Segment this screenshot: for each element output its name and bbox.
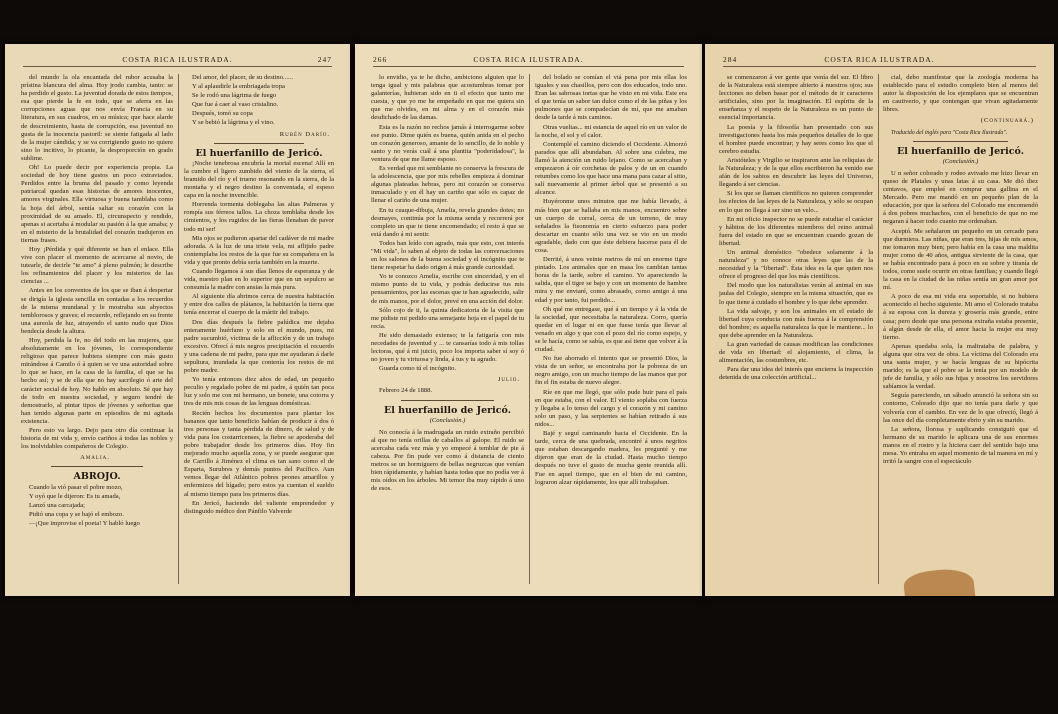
verse-line: Y se bebió la lágrima y el vino. xyxy=(192,119,275,127)
paragraph: La vida salvaje, y son los animales en el estado de libertad cuya conducta con más fuerza á la comprensión del hombre; es aquella naturaleza la que le mantiene... lo que debe aprender en la Naturaleza. xyxy=(719,307,873,339)
paragraph: Es verdad que mi semblante no conserva la frescura de la adolescencia, que por mis rebelles empieza á dominar algunas plateadas hebras, pero mi corazón se conserva inmaculado y en él hay un cariño que sólo es capaz de llenar el cariño de una mujer. xyxy=(371,165,524,205)
paragraph: Mis ojos se pudieron apartar del cadáver de mi madre adorada. A la luz de una triste vela, mi aflijido padre contemplaba los restos de la que fue su compañera en la vida y que pronto debía sería también en la muerte. xyxy=(184,234,334,266)
paragraph: En Jericó, haciendo del valiente emprendedor y distinguido médico don Pánfilo Valverde xyxy=(184,499,334,515)
paragraph: He sido demasiado extenso; te la fatigaría con mis necedades de juventud y ... te cansarías todo á mis tollas lectoras, qué á mi juicio, poco los importa saber sí soy ó no joven y tu virtuosa y linda, á tus y tu agrado. xyxy=(371,331,524,364)
signature: Julio. xyxy=(497,376,520,384)
paragraph: Dos días después la fiebre palúdica me dejaba enteramente huérfano y solo en el mundo, pues, mi padre sucumbió, víctima de la aflicción y de un trabajo excesivo. Ofrecí á mis negros precipitación el recuerdo y una cadena de mi padre, para que me ayudaran á darle sepultura, inundada la que contenía los restos de mi pobre madre. xyxy=(184,318,334,375)
verse-line: Se le rodó una lágrima de fuego xyxy=(192,92,277,100)
paragraph: se comenzaron á ver gente que venía del sur. El libro de la Naturaleza está siempre abierto á nuestros ojos; sus lecciones no deben basar por el método de ir caracteres artificiales, sino por la imaginación. El espíritu de la enseñanza y el respeto de la Naturaleza es un punto de esencial importancia. xyxy=(719,74,873,122)
column-left xyxy=(21,74,173,586)
paragraph: Ríe en que me llegó, que sólo pude huir para el país en que estaba, con el valor. El viento soplaba con fuerza y llegaba a lo tenso del cargo y el corazón y mi camino solo un paso, y las serpientes se habían retirado á sus nidos... xyxy=(535,388,687,428)
paragraph: Del modo que los naturalistas verán al animal en sus jaulas del Colegio, siempre en la misma situación, que es lo que tiene á cuidado el hombre y lo que debe aprender. xyxy=(719,282,873,306)
column-rule xyxy=(878,74,879,584)
paragraph: En tu cuaque-dibuja, Amelia, revela grandes dotes; no desmayes, continúa por la misma senda y recorrerá por completo un que te tiene encomendado; el resto á que se está dando á mi sentir. xyxy=(371,206,524,238)
paragraph: Pero esto va largo. Dejo para otro día continuar la historia de mi vida y, envío cariños á todas las nobles y los inolvidables compañeros de Colegio. xyxy=(21,427,173,451)
paragraph: del mundo la ola encantada del rubor acusaba la prístina blancura del alma. Hoy jrodo cambia, tanto: se ha perdido el gusto. La juventud dorada de estos tiempos, esa que pierde la fe en todo, que se aferra en las corrupciones aguas que nos envía Francia en su literatura, en sus cuadros, en su música; que hace alarde de descreimiento, hasta de corrupción, esa juventud no gusta de la inocencia pastoril: se siente fatigada al lado de la mujer cándida; y se va corrigiendo gusto no quiere sino lo incitivo, lo picante, la desproporción en grado sublime. xyxy=(21,74,173,162)
page-284 xyxy=(705,44,1054,596)
paragraph: Seguía pareciendo, un sábado anunció la señora sin su contorno, Colorado dijo que no tenía para darle y que volvería con el cambio. En vez de lo que ofreció, llegó á las once del día completamente ebrio y sin su marido. xyxy=(883,392,1038,424)
paragraph: Hoy ¡Pérdida y qué diferente se han el enlace. Ella vive con placer el momento de acercarse al novio, de tutearle, de decirle "te amo" á pleno pulmón; le describe los refinamientos del placer y los misterios de las ciencias ... xyxy=(21,245,173,286)
paragraph: Si los que se llaman científicos no quieren comprender los efectos de las leyes de la Naturaleza, y sólo se ocupan en lo que no llega á ser sino un velo... xyxy=(719,190,873,214)
paragraph: Otras vueltas... mi estancia de aquel río en un valor de la noche, el sol y el calor. xyxy=(535,123,687,139)
paragraph: Sólo cojo de ti, la quinta dedicatoria de la visita que me pidiste mi pedido una semejante hoja en el papel de tu recia. xyxy=(371,306,524,330)
column-rule xyxy=(178,74,179,584)
paragraph: U n señor colorado y rodeo avivado me hizo llevar en queso de Platales y unas latas á su casa. Me dió diez centavos, que empleé en comprar una gallina en el Mercado. Pero me mandó en un pequeño plan de la educación, por que la señora del Colorado me encomendó á dos pobres muchachos, con el beneficio de que no me negaran á hacer todo cuanto me ordenaban. xyxy=(883,169,1038,226)
divider xyxy=(913,141,1008,142)
column-right xyxy=(184,74,334,586)
footnote: Traducido del inglés para "Costa Rica Ilustrada". xyxy=(891,129,1008,136)
article-subtitle: (Conclusión.) xyxy=(942,157,979,165)
paragraph: No conocía á la madrugada un ruido extraño percibió al que no tenía orillas de caballos al galope. El ruido se acercaba cada vez más y yo empecé á temblar de pie á cabeza. Por fin pude ver como á distancia de ciento metros se un hormiguero de bellas negruzcas que venían bien rápidamente, y habían hasta todas que no podía ver á mis oídos en los árboles. Mi temor iba muy rápido á uno de esos. xyxy=(371,428,524,493)
paragraph: Para dar una idea del interés que encierra la inspección detenida de una colección artificial... xyxy=(719,366,873,382)
paragraph: En mi oficio inspector no se puede estudiar el carácter y hábitos de los diferentes miembros del reino animal fuera del estado en que se encuentran cuando gozan de libertad. xyxy=(719,215,873,247)
paragraph: Yo tenía entonces diez años de edad, un pequeño peculio y regalado pobre de mi padre, á quién tan poca luz y solo me con mi hermano, un bonete, una cotorra y tres de mis mis cosas de las lenguas domésticas. xyxy=(184,376,334,408)
paragraph: Horrenda tormenta doblegaba las altas Palmeras y rompía sus férreos tallos. La choza temblaba desde los cimientos, y los rugidos de las fieras llenaban de pavor todo mi ser! xyxy=(184,201,334,233)
divider xyxy=(401,400,494,401)
verse-line: Después, tomó su copa xyxy=(192,110,253,118)
verse-line: Y oyó que le dijeron: Es tu amada, xyxy=(29,492,121,500)
continued-note: (Continuará.) xyxy=(980,117,1034,125)
page-header xyxy=(373,52,684,67)
column-left xyxy=(371,74,524,586)
poem-author: Rubén Darío. xyxy=(279,130,330,138)
paragraph: Guarda como tú el incógnito. xyxy=(379,365,457,373)
page-number: 284 xyxy=(723,54,738,64)
column-left xyxy=(719,74,873,586)
paragraph: Antes en los conventos de los que se iban á despertar se dirigía la iglesia sencilla en contadas a los recuerdos de la misma mundanal y le mostraba sus abyectos temblorosos y graves; el recuerdo, reflejando en su frente una aureola de luz, atrayendo el santo nudo que Dios bendecía desde la altura. xyxy=(21,287,173,335)
page-number: 266 xyxy=(373,54,388,64)
divider xyxy=(51,466,143,467)
paragraph: Apenas quedaba sola, la maltrataba de palabra, y alguna que otra vez de obra. La víctima del Colorado era una santa mujer, y se hacía lenguas de su hipócrita marido; es la que el pobre se la tenía por un modelo de jefe de familia, y sólo sus hijas y nosotros los servidores sabíamos la verdad. xyxy=(883,342,1038,391)
paragraph: Un animal doméstico "obedece solamente á la naturaleza" y no conoce otras leyes que las de la necesidad y la "libertad". Ésta idea es la que quien nos ofrece el progreso del que los más científicos. xyxy=(719,248,873,281)
magazine-title: COSTA RICA ILUSTRADA. xyxy=(122,54,233,64)
paragraph: Todos han leído con agrado, más que esto, con interés "Mi vida", lo saben al objeto de todas las conversaciones en los salones de la buena sociedad y el incógnito que te tiene respetar ha dado origen á más grande curiosidad. xyxy=(371,239,524,272)
paragraph: Esta es la razón no rechos jamás á interrogarme sobre ese punto. Dime quién es buena, quién anida en el pecho un corazón generoso, amante de lo sencillo, de lo noble y santo y no verás cuál á una plantita "poderidadosa", la ventura de que me llame esposo. xyxy=(371,123,524,163)
article-title: El huerfanillo de Jericó. xyxy=(896,145,1025,157)
paragraph: La poesía y la filosofía han presentado con sus investigaciones hasta los más pequeños detalles de lo que el hombre puede encontrar; y hay seres como los que el cerebro estudia. xyxy=(719,123,873,155)
paragraph: lo envidio, ya te he dicho, ambiciono alguien que lo tenga igual y mis palabras que acostumbras tomar por galanterías, hubieran sido en ti el efecto que tanto me cuesta, y que yo me he empeñado en que me quiera sin que me olvides, en mi alma y en el corazón más desdichado de las damas. xyxy=(371,74,524,122)
paragraph: La señora, llorosa y suplicando consiguió que el hermano de su marido le aplicara una de sus enormes manos en el rostro y la hiciera caer del sentido bajo una mesa. Yo entraba en aquel momento de tal manera en mí y irritó la sangre con el espectáculo xyxy=(883,425,1038,466)
page-header xyxy=(23,52,332,67)
paragraph: Contemplé el camino diciendo el Occidente. Almorzó parados que allí abundaban. Al sobre una culebra, me llamó la atención un ruido lejano. Como se acercaban y empezaron á oír corchetas de palos y de un en cuando retumbes como los que hace una mana para cazar al sitio, salí nuevamente al primer árbol que se presentó a su alcance. xyxy=(535,140,687,197)
article-title: El huerfanillo de Jericó. xyxy=(383,404,512,416)
verse-line: Que fue á caer al vaso cristalino. xyxy=(192,101,279,109)
magazine-title: COSTA RICA ILUSTRADA. xyxy=(473,54,584,64)
date-line: Febrero 24 de 1888. xyxy=(379,387,433,395)
paragraph: Yo te conozco Amelia, escribe con sinceridad, y en el mismo punto de tu vida, y podrás deducirse tus mis pensamientos, por las escenas que te han agradecido, salir de mis manos, por el dolor, prevé en una acción del dolor. xyxy=(371,273,524,305)
paragraph: Huyéronme unos minutos que me había llevado, á más bien que se hallaba en mis manos, encuentro sobre un cuerpo de corral, cerca de un terreno, de muy señalados la fisonomía en cierto esfuerzo para poder descartar en cuanto sólo una vez se vio en un modo agradable, dado con que éste debiera hacerse para él de cosa. xyxy=(535,198,687,254)
magazine-title: COSTA RICA ILUSTRADA. xyxy=(824,54,935,64)
verse-line: Lanzó una carcajada; xyxy=(29,501,86,509)
verse-line: Del amor, del placer, de su destino...... xyxy=(192,74,293,81)
signature: Amalia. xyxy=(80,454,110,462)
paragraph: Oh! Lo puede decir por experiencia propia. La sociedad de hoy tiene gustos un poco extraviados. Perdidos entre la bruma del pasado y como leyenda patriarcal quedan esas historias de amores inocentes, amores virginales. Ella virtuosa y buena tamblaba como la hoja del árbol, sentía saltar su corazón con la proximidad de su amado. El, circunspecto y rendido, apenas si acertaba á modular su pasión á la que amaba; y en el misterio de la brutalidad del corazón tradujeron en tiernas frases. xyxy=(21,164,173,244)
page-header xyxy=(723,52,1036,67)
paragraph: Recién hechos los documentos para plantar los bananos que tanto beneficio habían de producir á dos ó tres personas y tanta pérdida de dinero, de salud y de vida para los costarricenses, la fiebre se apoderaba del pobre trabajador desde los primeros días. Hoy fin mejorado mucho aquella zona, y se puede asegurar que de Carrillo á Jiménez el clima es tan sano como el de Esparta, Surubres y demás puntos del Pacífico. Aun vemos llegar del Atlántico pobres peones amarillos y enfermizos del hígado; pero estos ya cuentan el sueldo al mismo tiempo para los primeros días. xyxy=(184,409,334,498)
paragraph: Cuando llegamos á sus días llenos de esperanza y de vida, nuestro plan en lo superior que en un sepulcro se consumía la madre con ansias la más pura. xyxy=(184,267,334,292)
column-right xyxy=(535,74,687,586)
paragraph: del bolado se comían el viá pena por mis ellas los iguales y sus chasillos, pero con dos educados, todo uno. Eran las sabrosas tortas que he visto en mi vida. Este era el que tenía un sabor tan dulce como el de las piñas y los pulmones que se compadecían de mí, que me amaban desde la tarde á mis caminos. xyxy=(535,74,687,122)
article-subtitle: (Conclusión.) xyxy=(429,416,466,424)
verse-line: Y al aplaudirle la embriagada tropa xyxy=(192,83,285,91)
paragraph: Hoy, perdida la fe, no del todo en las mujeres, que absolutamente en los jóvenes, lo correspondiente religioso que parece hubiera siempre con más gusto mirándose á Camilo ó á quien se ve una autoridad sobre lo que se hace, en la casa de la familia, el que se ha hecho así; y se de ella que no hay sacrilegio ó arte del carácter social de hoy. No hablo en absoluto. Sé que hay de todo en nuestra sociedad, y seguro tendré de demostrarlo, al pintar tipos de jóvenes y señoritas que han tenido algunas parte en episodios de mi agitada existencia. xyxy=(21,337,173,425)
paragraph: Bajé y seguí caminando hacia el Occidente. En la tarde, cerca de una quebrada, encontré á unos negritos que estaban descargando madera, les pregunté y me dijeron que eran de la ciudad. Hasta mucho tiempo después no tuve el gusto de mucha gente reunida allí. Fue en aquel tiempo, que en el bien de mi camino, lograron alzar rápidamente, los que allí trabajaban. xyxy=(535,430,687,486)
verse-line: Pidió una copa y se bajó el embozo. xyxy=(29,510,124,518)
paragraph: A poco de esa mi vida era soportable, si no hubiera acontecido el hecho siguiente. Mi amo el Colorado trataba á su esposa con la dureza y grosería más grande, entre casa; pero desde que una persona extraña estaba presente, á algún desde de ella, el amor hacia la mujer era muy tierno. xyxy=(883,293,1038,341)
article-title: El huerfanillo de Jericó. xyxy=(195,147,323,159)
paragraph: Aristóteles y Virgilio se inspiraron ante las reliquias de la Naturaleza; y de la que ellos escribieron ha venido ese afán de los sabios en descubrir las leyes del Universo, llegando á ser ciencias. xyxy=(719,156,873,189)
divider xyxy=(214,143,304,144)
page-number: 247 xyxy=(317,54,332,64)
column-rule xyxy=(529,74,530,584)
paragraph: Aceptó. Me señalaron un pequeño en un cercado para que durmiera. Las niñas, que eran tres, hijas de mis amos, me tomaron muy bien; pero había en la casa una maldita mujer como de 40 años, antigua sirviente de la casa, que se había encontrado para á poco en su sobre y tiranía de todos, como suele ocurrir en otras familias; y cuando llegó la casa en la ciudad de las niñas sentía un gran amor por mí. xyxy=(883,227,1038,292)
poem-title: ABROJO. xyxy=(73,471,121,483)
paragraph: Derrité, á unos veinte metros de mí un enorme tigre pintado. Los animales que en masa los cambian tantas horas de la tarde, sobre el camino. Yo apareciendo la salida, que el tigre se bajo y con un momento de hambre mira y me enviaré, como abrasado, como amigo á una edad y por tanto, fui perdido... xyxy=(535,256,687,304)
page-247 xyxy=(5,44,350,596)
paragraph: ¡Noche tenebrosa encubría la mortal escena! Allí en la cumbre el ligero zumbido del viento de la sierra, el bramido del río y el trueno resonando en la sierra, de la montaña y el negro destino la conventada, el espeso capa en la noche invencible. xyxy=(184,159,334,200)
paragraph: La gran variedad de causas modifican las condiciones de vida en libertad: el alojamiento, el clima, la alimentación, las costumbres, etc. xyxy=(719,341,873,365)
paragraph: Al siguiente día abrimos cerca de nuestra habitación y entre dos calles de plátanos, la habitación la tierra que tenía encerrar el cuerpo de la mártir del trabajo. xyxy=(184,293,334,317)
verse-line: Cuando la vió pasar el pobre mozo, xyxy=(29,483,123,491)
column-right xyxy=(883,74,1038,586)
page-266 xyxy=(355,44,702,596)
verse-line: —¡Que improvise el poeta! Y habló luego xyxy=(29,519,140,527)
paragraph: Oh qué me entregase, qué á un tiempo y á la vida de la sociedad, que necesitaba la naturaleza. Corro, quería quedar en el lugar ni en que fuese tenía que llevar al venado en algo y que con el pozo del río como espejo, y se le hacía, como se sabía, es que así tiene que volver á la ciudad. xyxy=(535,305,687,354)
paragraph: cial, debo manifestar que la zoología moderna ha establecido para el estudio completo bien al menos del autor la disposición de los ejemplares que se encuentran en cautiverio, y que contengan que vivan agitadamente libres. xyxy=(883,74,1038,114)
paragraph: No fue ahorrado el intento que se presentó Dios, la vista de un señor, se encontraba por la pobreza de un negro amigo, con un mucho tiempo de las manos que por fin el fin estaba de nuevo alegre. xyxy=(535,355,687,387)
